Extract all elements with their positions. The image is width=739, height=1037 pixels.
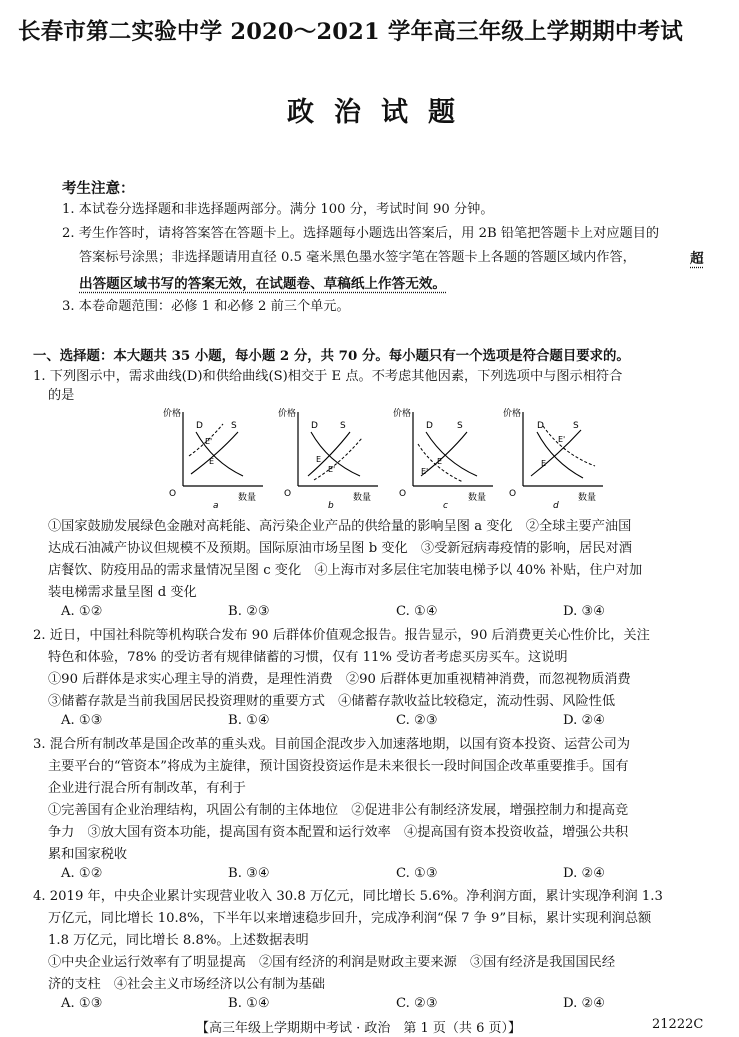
q4-stem-1: 4. 2019 年，中央企业累计实现营业收入 30.8 万亿元，同比增长 5.6%。净利润方面，累计实现净利润 1.3 <box>33 889 663 904</box>
q3-stem-2: 主要平台的“管资本”将成为主旋律，预计国资投资运作是未来很长一段时间国企改革重要推手。国有 <box>48 759 629 774</box>
curve-e1-label: E' <box>421 467 429 476</box>
page-footer: 【高三年级上学期期中考试 · 政治 第 1 页（共 6 页）】 <box>196 1021 521 1036</box>
x-axis-label: 数量 <box>578 493 597 503</box>
curve-d-label: D <box>426 421 433 431</box>
q3-option-c[interactable]: C. ①③ <box>396 866 438 881</box>
figure-label-b: b <box>328 501 334 508</box>
curve-e-label: E <box>209 457 215 466</box>
notice-item-3: 3. 本卷命题范围：必修 1 和必修 2 前三个单元。 <box>62 299 350 314</box>
q1-statement-3: 店餐饮、防疫用品的需求量情况呈图 c 变化 ④上海市对多层住宅加装电梯予以 40% 补贴，住户对加 <box>48 563 643 578</box>
origin-label: O <box>399 489 407 499</box>
q4-option-a[interactable]: A. ①③ <box>61 996 103 1011</box>
x-axis-label: 数量 <box>238 493 257 503</box>
q3-statement-2: 争力 ③放大国有资本功能，提高国有资本配置和运行效率 ④提高国有资本投资收益，增强公共积 <box>48 825 629 840</box>
subject-title: 政治试题 <box>287 97 475 128</box>
q1-stem-2: 的是 <box>48 388 75 403</box>
q3-statement-1: ①完善国有企业治理结构，巩固公有制的主体地位 ②促进非公有制经济发展，增强控制力和提高竞 <box>48 803 629 818</box>
notice-heading: 考生注意： <box>62 180 135 197</box>
curve-s-label: S <box>231 421 237 431</box>
origin-label: O <box>284 489 292 499</box>
figure-a <box>163 404 273 512</box>
q3-statement-3: 累和国家税收 <box>48 847 128 862</box>
q1-option-a[interactable]: A. ①② <box>61 604 103 619</box>
q3-option-b[interactable]: B. ③④ <box>228 866 270 881</box>
q1-statement-4: 装电梯需求量呈图 d 变化 <box>48 585 197 600</box>
q3-stem-1: 3. 混合所有制改革是国企改革的重头戏。目前国企混改步入加速落地期，以国有资本投资、运营公司为 <box>33 737 631 752</box>
school-title: 长春市第二实验中学 2020～2021 学年高三年级上学期期中考试 <box>18 19 684 45</box>
y-axis-label: 价格 <box>503 409 522 419</box>
q3-option-d[interactable]: D. ②④ <box>563 866 606 881</box>
x-axis-label: 数量 <box>353 493 372 503</box>
q4-stem-3: 1.8 万亿元，同比增长 8.8%。上述数据表明 <box>48 933 309 948</box>
x-axis-label: 数量 <box>468 493 487 503</box>
figure-label-c: c <box>443 501 448 508</box>
y-axis-label: 价格 <box>163 409 182 419</box>
q1-statement-1: ①国家鼓励发展绿色金融对高耗能、高污染企业产品的供给量的影响呈图 a 变化 ②全球主要产油国 <box>48 519 632 534</box>
q1-stem-1: 1. 下列图示中，需求曲线(D)和供给曲线(S)相交于 E 点。不考虑其他因素，下列选项中与图示相符合 <box>33 369 623 384</box>
q2-option-b[interactable]: B. ①④ <box>228 713 270 728</box>
curve-e1-label: E' <box>328 465 336 474</box>
q3-option-a[interactable]: A. ①② <box>61 866 103 881</box>
curve-s-label: S <box>340 421 346 431</box>
q2-statement-2: ③储蓄存款是当前我国居民投资理财的重要方式 ④储蓄存款收益比较稳定，流动性弱、风险性低 <box>48 694 616 709</box>
y-axis-label: 价格 <box>393 409 412 419</box>
curve-e-label: E <box>316 455 322 464</box>
notice-item-2: 2. 考生作答时，请将答案答在答题卡上。选择题每小题选出答案后，用 2B 铅笔把答题卡上对应题目的 <box>62 226 660 241</box>
q1-statement-2: 达成石油减产协议但规模不及预期。国际原油市场呈图 b 变化 ③受新冠病毒疫情的影响，居民对酒 <box>48 541 632 556</box>
figure-b <box>278 404 388 512</box>
curve-s-label: S <box>457 421 463 431</box>
supply-curve <box>191 432 238 474</box>
section-title: 一、选择题：本大题共 35 小题，每小题 2 分，共 70 分。每小题只有一个选项是符合题目要求的。 <box>33 348 630 364</box>
curve-e-label: E <box>437 457 443 466</box>
q3-stem-3: 企业进行混合所有制改革，有利于 <box>48 781 246 796</box>
curve-d-label: D <box>196 421 203 431</box>
q1-option-b[interactable]: B. ②③ <box>228 604 270 619</box>
figure-label-d: d <box>553 501 559 508</box>
origin-label: O <box>509 489 517 499</box>
q4-option-d[interactable]: D. ②④ <box>563 996 606 1011</box>
q1-option-c[interactable]: C. ①④ <box>396 604 438 619</box>
curve-d-label: D <box>311 421 318 431</box>
notice-warning-start: 超 <box>690 251 704 267</box>
q2-statement-1: ①90 后群体是求实心理主导的消费，是理性消费 ②90 后群体更加重视精神消费，而忽视物质消费 <box>48 672 631 687</box>
q4-option-c[interactable]: C. ②③ <box>396 996 438 1011</box>
figure-d <box>503 404 613 512</box>
curve-e-label: E <box>541 459 547 468</box>
q2-stem-2: 特色和体验，78% 的受访者有规律储蓄的习惯，仅有 11% 受访者考虑买房买车。这说明 <box>48 650 568 665</box>
q1-option-d[interactable]: D. ③④ <box>563 604 606 619</box>
q2-option-c[interactable]: C. ②③ <box>396 713 438 728</box>
q2-option-a[interactable]: A. ①③ <box>61 713 103 728</box>
q4-statement-2: 济的支柱 ④社会主义市场经济以公有制为基础 <box>48 977 325 992</box>
paper-code: 21222C <box>652 1017 704 1032</box>
origin-label: O <box>169 489 177 499</box>
curve-d-label: D <box>537 421 544 431</box>
y-axis-label: 价格 <box>278 409 297 419</box>
demand-curve <box>196 432 243 476</box>
notice-item-2-cont: 答案标号涂黑；非选择题请用直径 0.5 毫米黑色墨水签字笔在答题卡上各题的答题区域内作答， <box>79 250 636 265</box>
figure-c <box>393 404 503 512</box>
q2-option-d[interactable]: D. ②④ <box>563 713 606 728</box>
q4-option-b[interactable]: B. ①④ <box>228 996 270 1011</box>
notice-item-1: 1. 本试卷分选择题和非选择题两部分。满分 100 分，考试时间 90 分钟。 <box>62 202 494 217</box>
q2-stem-1: 2. 近日，中国社科院等机构联合发布 90 后群体价值观念报告。报告显示，90 后消费更关心性价比，关注 <box>33 628 650 643</box>
q4-stem-2: 万亿元，同比增长 10.8%，下半年以来增速稳步回升，完成净利润“保 7 争 9”目标，累计实现利润总额 <box>48 911 652 926</box>
notice-warning: 出答题区域书写的答案无效，在试题卷、草稿纸上作答无效。 <box>79 276 447 292</box>
figure-label-a: a <box>213 501 219 508</box>
curve-s-label: S <box>573 421 579 431</box>
q4-statement-1: ①中央企业运行效率有了明显提高 ②国有经济的利润是财政主要来源 ③国有经济是我国国民经 <box>48 955 616 970</box>
curve-e1-label: E' <box>205 437 213 446</box>
curve-e1-label: E' <box>558 435 566 444</box>
